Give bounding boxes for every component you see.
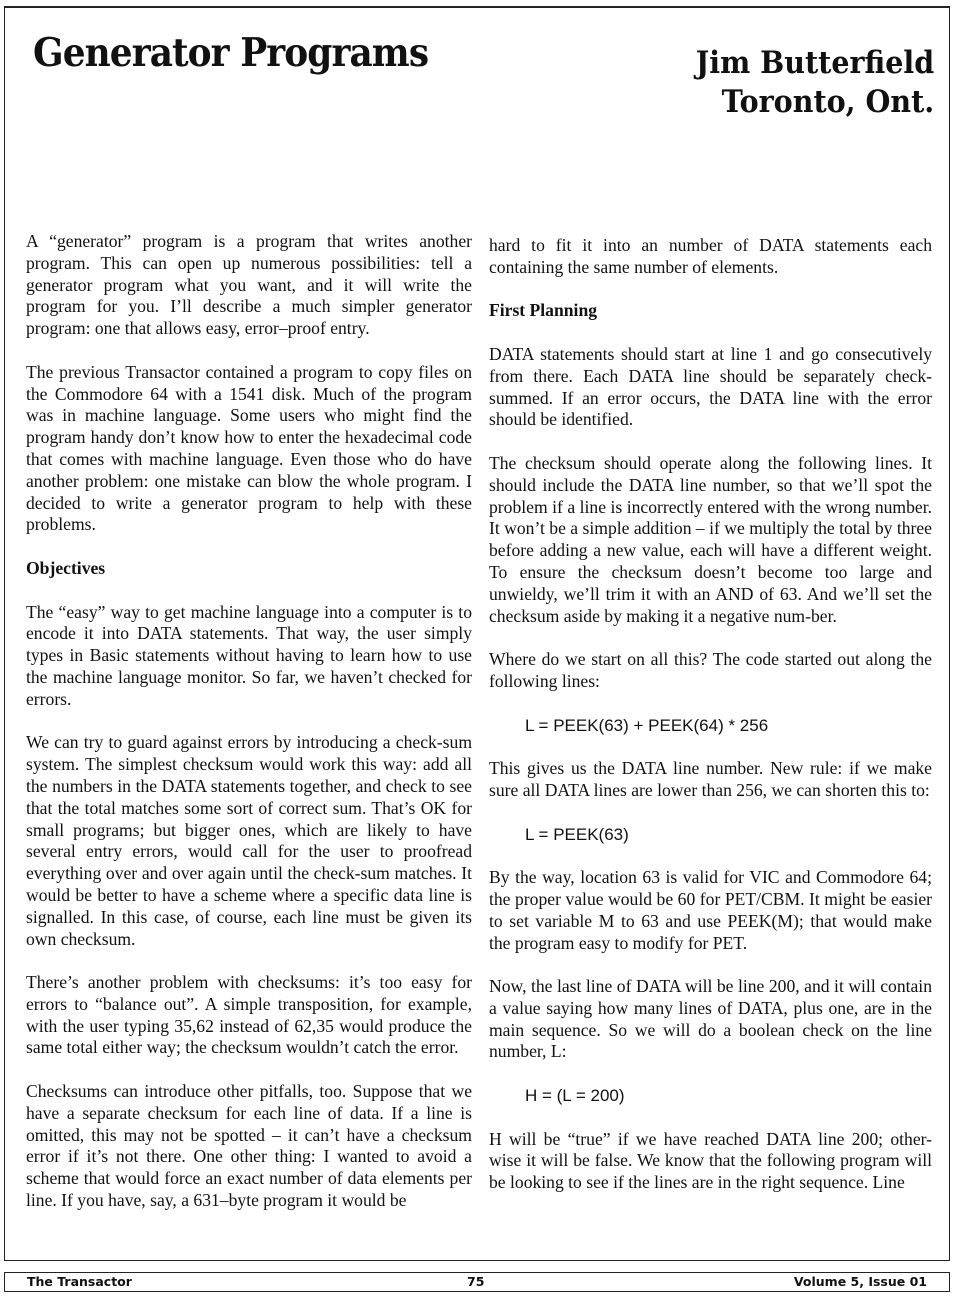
code-line: L = PEEK(63) + PEEK(64) * 256 <box>525 715 769 735</box>
paragraph: The checksum should operate along the following lines. It should include the DATA line number, so that we’ll spot the problem if a line is incorrectly entered with the wrong number. It won’t be a simple addition – if we multiply the total by three before adding a new value, each will have a different weight. To ensure the checksum doesn’t become too large and unwieldy, we’ll trim it with an AND of 63. And we’ll set the checksum aside by making it a negative num-ber. <box>489 452 932 626</box>
paragraph: Now, the last line of DATA will be line 200, and it will contain a value saying how many lines of DATA, plus one, are in the main sequence. So we will do a boolean check on the line number, L: <box>489 976 932 1062</box>
paragraph: There’s another problem with checksums: it’s too easy for errors to “balance out”. A simple transposition, for example, with the user typing 35,62 instead of 62,35 would produce the same total either way; the checksum wouldn’t catch the error. <box>26 972 472 1058</box>
page-footer <box>4 1272 950 1292</box>
code-line: L = PEEK(63) <box>525 824 629 844</box>
paragraph: Checksums can introduce other pitfalls, too. Suppose that we have a separate checksum for each line of data. If a line is omitted, this may not be spotted – it can’t have a checksum error if it’s not there. One other thing: I wanted to avoid a scheme that would force an exact number of data elements per line. If you have, say, a 631–byte program it would be <box>26 1081 472 1211</box>
paragraph: Where do we start on all this? The code started out along the following lines: <box>489 649 932 691</box>
paragraph: DATA statements should start at line 1 and go consecutively from there. Each DATA line should be separately check-summed. If an error occurs, the DATA line with the error should be identified. <box>489 343 932 430</box>
author-location: Toronto, Ont. <box>721 84 934 120</box>
article-title: Generator Programs <box>33 30 429 76</box>
publication-name: The Transactor <box>27 1274 132 1289</box>
paragraph: H will be “true” if we have reached DATA line 200; other-wise it will be false. We know that the following program will be looking to see if the lines are in the right sequence. Line <box>489 1128 932 1193</box>
left-column <box>26 231 472 1234</box>
byline <box>696 44 934 122</box>
author-name: Jim Butterfield <box>695 45 934 81</box>
paragraph: A “generator” program is a program that writes another program. This can open up numerous possibilities: tell a generator program what you want, and it will write the program for you. I’ll describe a much simpler generator program: one that allows easy, error–proof entry. <box>26 231 472 339</box>
right-column <box>489 235 932 1216</box>
paragraph: By the way, location 63 is valid for VIC and Commodore 64; the proper value would be 60 for PET/CBM. It might be easier to set variable M to 63 and use PEEK(M); that would make the program easy to modify for PET. <box>489 867 932 953</box>
section-heading-first-planning: First Planning <box>489 300 598 321</box>
paragraph: This gives us the DATA line number. New rule: if we make sure all DATA lines are lower than 256, we can shorten this to: <box>489 758 932 800</box>
paragraph: The “easy” way to get machine language into a computer is to encode it into DATA statements. That way, the user simply types in Basic statements without having to learn how to use the machine language monitor. So far, we haven’t checked for errors. <box>26 601 472 709</box>
issue-label: Volume 5, Issue 01 <box>793 1274 927 1289</box>
section-heading-objectives: Objectives <box>26 557 106 578</box>
paragraph: The previous Transactor contained a program to copy files on the Commodore 64 with a 1541 disk. Much of the program was in machine language. Some users who might find the program handy don’t know how to enter the hexadecimal code that comes with machine language. Even those who do have another problem: one mistake can blow the whole program. I decided to write a generator program to help with these problems. <box>26 361 472 535</box>
paragraph: We can try to guard against errors by introducing a check-sum system. The simplest checksum would work this way: add all the numbers in the DATA statements together, and check to see that the total matches some sort of correct sum. That’s OK for small programs; but bigger ones, which are likely to have several entry errors, would call for the user to proofread everything over and over again until the check-sum matches. It would be better to have a scheme where a specific data line is signalled. In this case, of course, each line must be given its own checksum. <box>26 732 472 949</box>
page-number: 75 <box>467 1274 485 1289</box>
code-line: H = (L = 200) <box>525 1086 625 1106</box>
paragraph: hard to fit it into an number of DATA statements each containing the same number of elements. <box>489 235 932 277</box>
